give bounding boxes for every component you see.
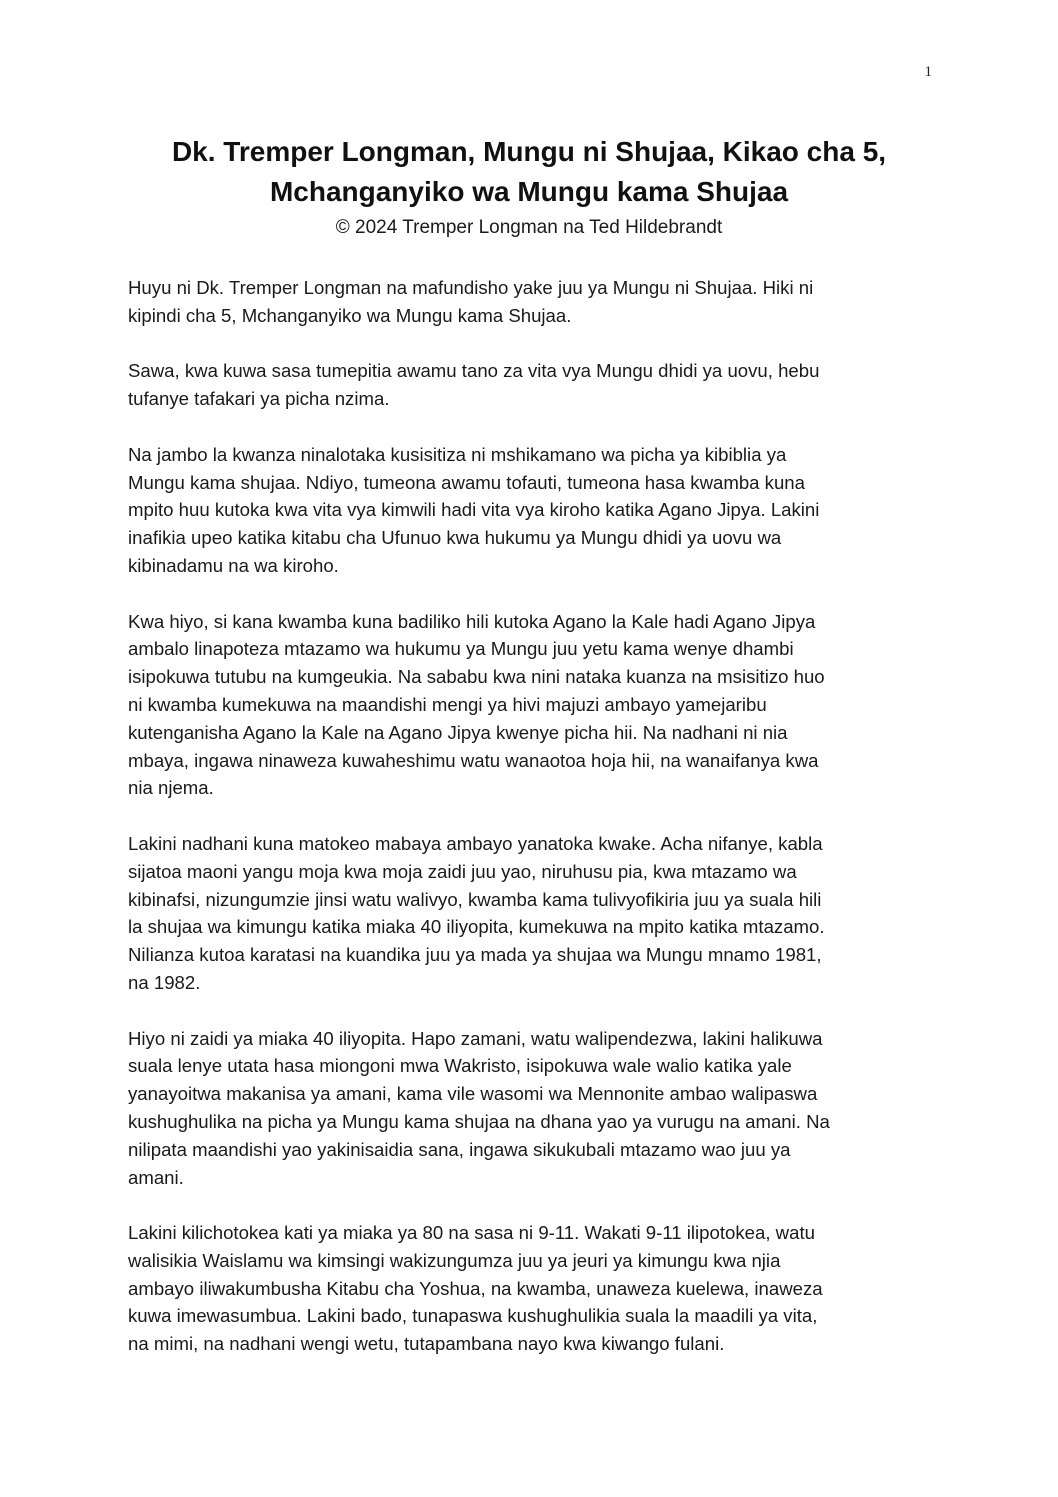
document-title-line-2: Mchanganyiko wa Mungu kama Shujaa <box>269 176 789 207</box>
paragraph-3: Na jambo la kwanza ninalotaka kusisitiza ni mshikamano wa picha ya kibiblia ya Mungu kama shujaa. Ndiyo, tumeona awamu tofauti, tumeona hasa kwamba kuna mpito huu kutoka kwa vita vya kimwili hadi vita vya kiroho katika Agano Jipya. Lakini inafikia upeo katika kitabu cha Ufunuo kwa hukumu ya Mungu dhidi ya uovu wa kibinadamu na wa kiroho. <box>128 443 820 576</box>
page-number: 1 <box>924 64 932 80</box>
paragraph-4: Kwa hiyo, si kana kwamba kuna badiliko hili kutoka Agano la Kale hadi Agano Jipya ambalo linapoteza mtazamo wa hukumu ya Mungu juu yetu kama wenye dhambi isipokuwa tutubu na kumgeukia. Na sababu kwa nini nataka kuanza na msisitizo huo ni kwamba kumekuwa na maandishi mengi ya hivi majuzi ambayo yamejaribu kutenganisha Agano la Kale na Agano Jipya kwenye picha hii. Na nadhani ni nia mbaya, ingawa ninaweza kuwaheshimu watu wanaotoa hoja hii, na wanaifanya kwa nia njema. <box>128 610 825 799</box>
copyright-notice: © 2024 Tremper Longman na Ted Hildebrandt <box>335 217 723 238</box>
paragraph-1: Huyu ni Dk. Tremper Longman na mafundisho yake juu ya Mungu ni Shujaa. Hiki ni kipindi cha 5, Mchanganyiko wa Mungu kama Shujaa. <box>128 277 814 326</box>
paragraph-5: Lakini nadhani kuna matokeo mabaya ambayo yanatoka kwake. Acha nifanye, kabla sijatoa maoni yangu moja kwa moja zaidi juu yao, niruhusu pia, kwa mtazamo wa kibinafsi, nizungumzie jinsi watu walivyo, kwamba kama tulivyofikiria juu ya suala hili la shujaa wa kimungu katika miaka 40 iliyopita, kumekuwa na mpito katika mtazamo. Nilianza kutoa karatasi na kuandika juu ya mada ya shujaa wa Mungu mnamo 1981, na 1982. <box>128 832 825 993</box>
document-header <box>0 132 1058 242</box>
document-title-line-1: Dk. Tremper Longman, Mungu ni Shujaa, Kikao cha 5, <box>171 136 887 167</box>
paragraph-7: Lakini kilichotokea kati ya miaka ya 80 na sasa ni 9-11. Wakati 9-11 ilipotokea, watu walisikia Waislamu wa kimsingi wakizungumza juu ya jeuri ya kimungu kwa njia ambayo iliwakumbusha Kitabu cha Yoshua, na kwamba, unaweza kuelewa, inaweza kuwa imewasumbua. Lakini bado, tunapaswa kushughulikia suala la maadili ya vita, na mimi, na nadhani wengi wetu, tutapambana nayo kwa kiwango fulani. <box>128 1222 823 1355</box>
paragraph-2: Sawa, kwa kuwa sasa tumepitia awamu tano za vita vya Mungu dhidi ya uovu, hebu tufanye tafakari ya picha nzima. <box>128 360 820 410</box>
paragraph-6: Hiyo ni zaidi ya miaka 40 iliyopita. Hapo zamani, watu walipendezwa, lakini halikuwa suala lenye utata hasa miongoni mwa Wakristo, isipokuwa wale walio katika yale yanayoitwa makanisa ya amani, kama vile wasomi wa Mennonite ambao walipaswa kushughulika na picha ya Mungu kama shujaa na dhana yao ya vurugu na amani. Na nilipata maandishi yao yakinisaidia sana, ingawa sikukubali mtazamo wao juu ya amani. <box>128 1027 830 1188</box>
document-body <box>128 274 928 1386</box>
